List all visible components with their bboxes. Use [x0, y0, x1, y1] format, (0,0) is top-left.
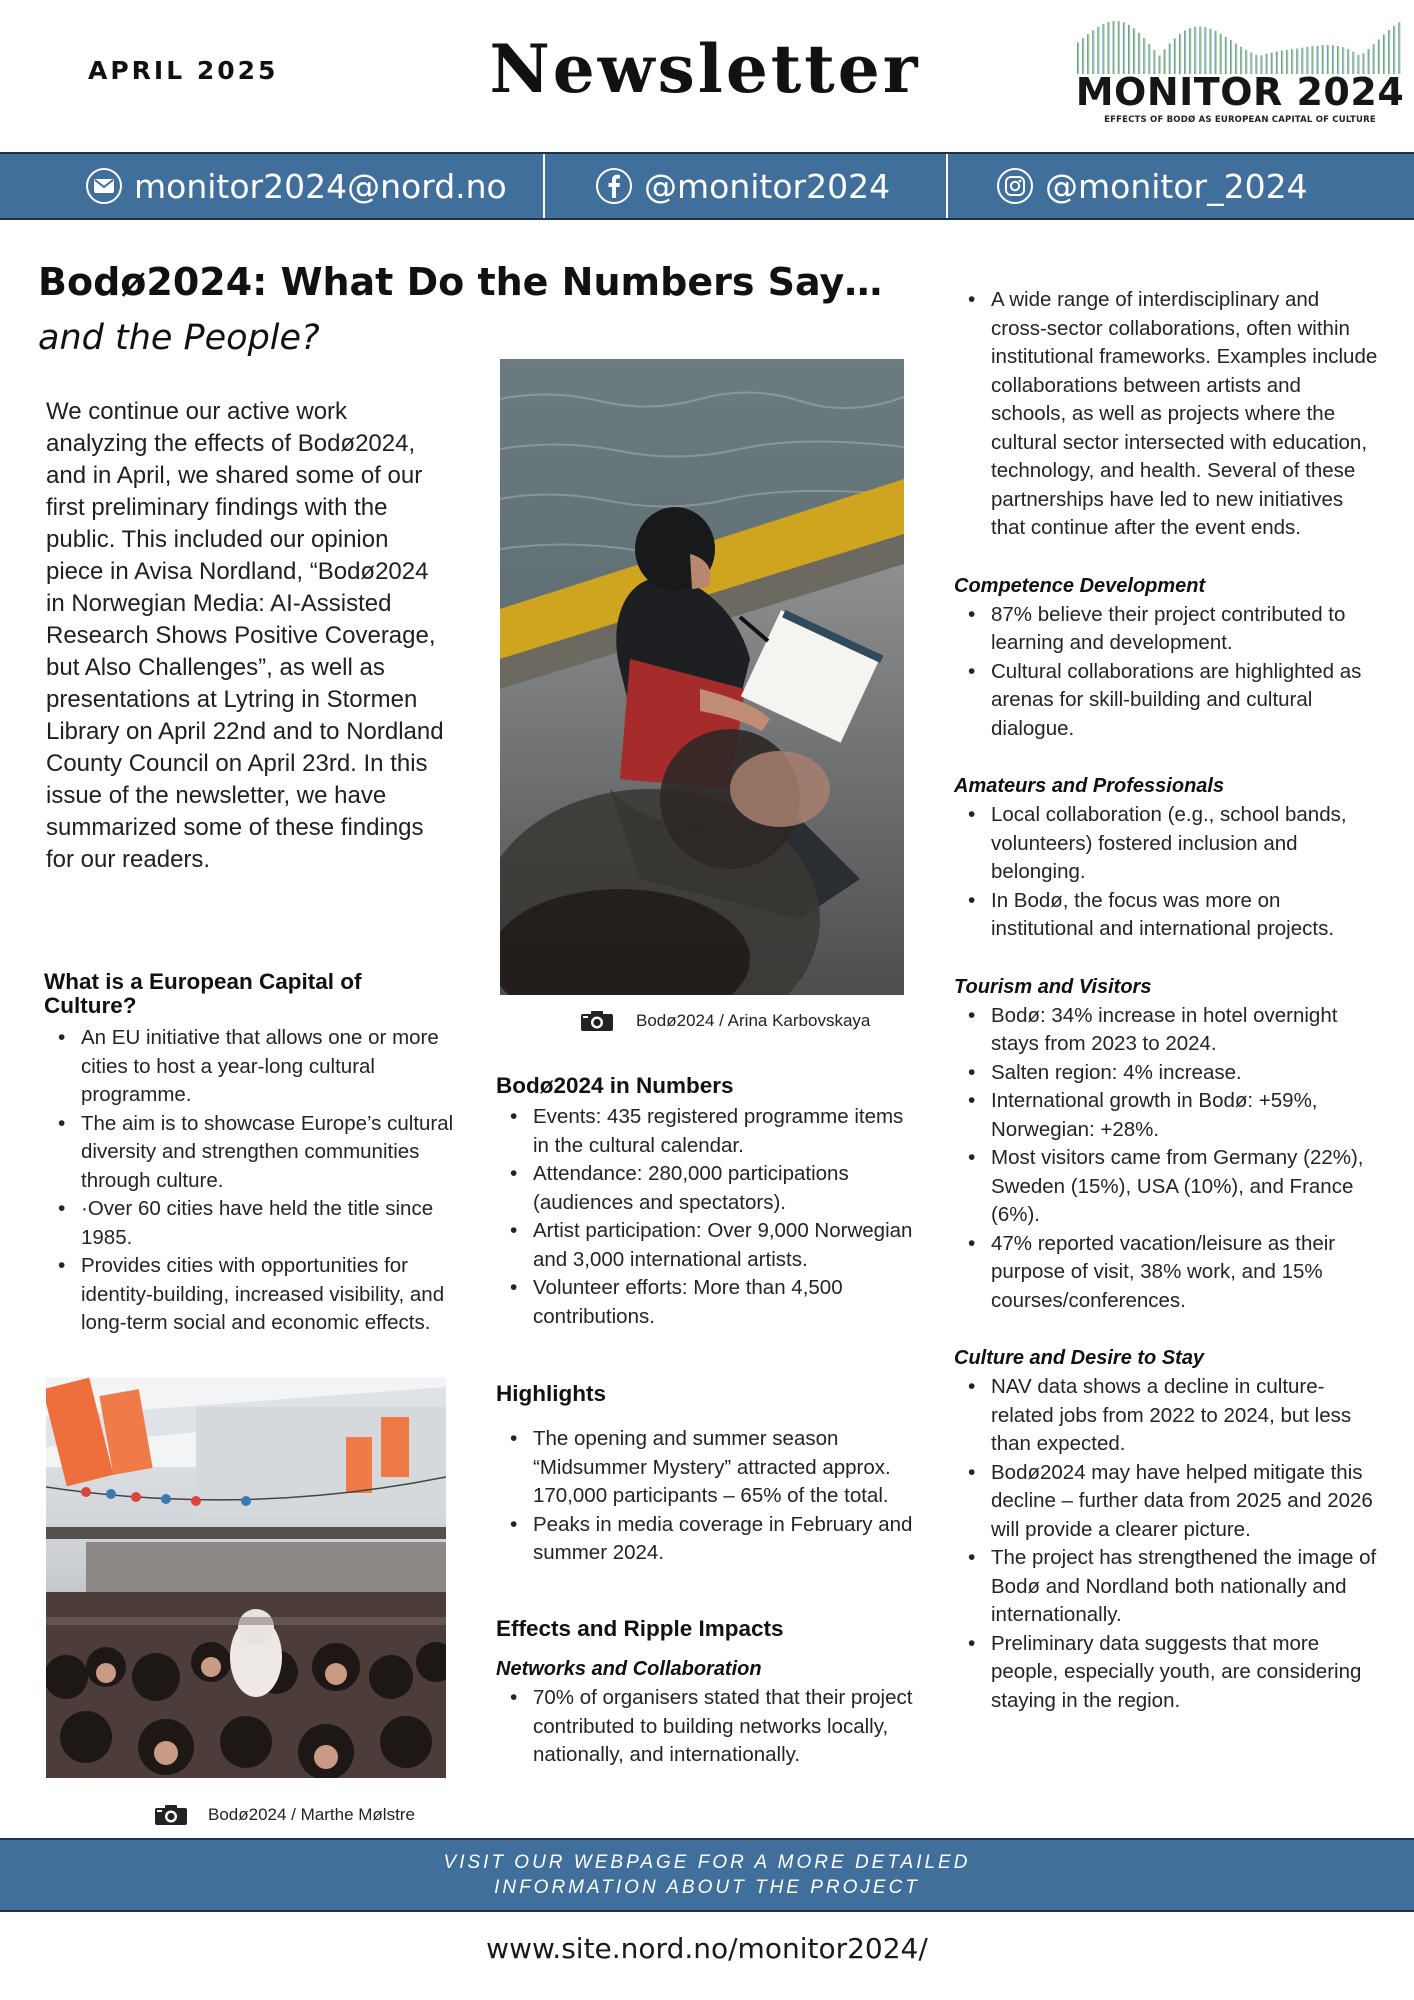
list-item: • Local collaboration (e.g., school bands, volunteers) fostered inclusion and belonging.: [954, 801, 1379, 887]
contact-facebook[interactable]: [596, 154, 890, 218]
competence-list: [954, 601, 1379, 744]
logo-bar: [1133, 28, 1135, 74]
list-item: • 47% reported vacation/leisure as their purpose of visit, 38% work, and 15% courses/conferences.: [954, 1230, 1379, 1316]
culture-list: [954, 1373, 1379, 1715]
logo-bar: [1215, 31, 1217, 74]
numbers-section: [496, 1073, 918, 1331]
list-item: • Most visitors came from Germany (22%), Sweden (15%), USA (10%), and France (6%).: [954, 1144, 1379, 1230]
col3-sections: [954, 286, 1379, 1715]
logo-bar: [1220, 34, 1222, 74]
highlights-list: [496, 1425, 918, 1568]
networks-heading: Networks and Collaboration: [496, 1658, 762, 1680]
logo-bar: [1143, 38, 1145, 74]
ecoc-list: [44, 1024, 459, 1338]
camera-icon: [580, 1010, 614, 1032]
list-item: • The aim is to showcase Europe’s cultural diversity and strengthen communities through culture.: [44, 1110, 459, 1196]
logo-wordmark: MONITOR 2024: [1075, 70, 1405, 114]
list-item: • Cultural collaborations are highlighted as arenas for skill-building and cultural dialogue.: [954, 658, 1379, 744]
list-item: • Provides cities with opportunities for identity-building, increased visibility, and long-term social and economic effects.: [44, 1252, 459, 1338]
logo-bar: [1138, 33, 1140, 74]
newsletter-title: Newsletter: [489, 30, 921, 108]
crowd-photo: [46, 1377, 446, 1778]
logo-bar: [1225, 37, 1227, 74]
article-subtitle: and the People?: [38, 318, 320, 358]
logo-bar: [1108, 22, 1110, 74]
list-item: • NAV data shows a decline in culture-related jobs from 2022 to 2024, but less than expected.: [954, 1373, 1379, 1459]
effects-heading: Effects and Ripple Impacts: [496, 1616, 784, 1641]
intro-paragraph: We continue our active work analyzing the effects of Bodø2024, and in April, we shared some of our first preliminary findings with the public. This included our opinion piece in Avisa Nordland, “Bodø2024 in Norwegian Media: AI-Assisted Research Shows Positive Coverage, but Also Challenges”, as well as presentations at Lytring in Stormen Library on April 22nd and to Nordland County Council on April 23rd. In this issue of the newsletter, we have summarized some of these findings for our readers.: [46, 398, 444, 873]
logo-bar: [1199, 27, 1201, 75]
logo-bar: [1174, 38, 1176, 74]
logo-bar: [1113, 21, 1115, 74]
list-item: • 70% of organisers stated that their project contributed to building networks locally, nationally, and internationally.: [496, 1684, 918, 1770]
sketching-photo-caption-text: Bodø2024 / Arina Karbovskaya: [636, 1011, 871, 1030]
contact-email[interactable]: [86, 154, 507, 218]
contact-divider: [946, 154, 948, 218]
list-item: • Bodø2024 may have helped mitigate this decline – further data from 2025 and 2026 will provide a clearer picture.: [954, 1459, 1379, 1545]
list-item: • ·Over 60 cities have held the title since 1985.: [44, 1195, 459, 1252]
list-item: • An EU initiative that allows one or more cities to host a year-long cultural programme.: [44, 1024, 459, 1110]
list-item: • The opening and summer season “Midsummer Mystery” attracted approx. 170,000 participants – 65% of the total.: [496, 1425, 918, 1511]
list-item: • Volunteer efforts: More than 4,500 contributions.: [496, 1274, 918, 1331]
highlights-section: [496, 1381, 918, 1568]
contact-divider: [543, 154, 545, 218]
networks-list: [496, 1684, 918, 1770]
collaboration-list: [954, 286, 1379, 543]
logo-bar: [1103, 24, 1105, 74]
list-item: • Bodø: 34% increase in hotel overnight stays from 2023 to 2024.: [954, 1002, 1379, 1059]
effects-section: [496, 1616, 918, 1770]
tourism-list: [954, 1002, 1379, 1316]
logo-bar: [1128, 25, 1130, 74]
footer-banner[interactable]: [0, 1838, 1414, 1912]
numbers-list: [496, 1103, 918, 1331]
culture-heading: Culture and Desire to Stay: [954, 1347, 1205, 1369]
competence-heading: Competence Development: [954, 574, 1206, 597]
list-item: • Artist participation: Over 9,000 Norwegian and 3,000 international artists.: [496, 1217, 918, 1274]
mail-icon: [86, 168, 122, 204]
list-item: • Preliminary data suggests that more people, especially youth, are considering staying in the region.: [954, 1630, 1379, 1716]
logo-bar: [1393, 26, 1395, 74]
contact-bar: [0, 152, 1414, 220]
logo-tagline: EFFECTS OF BODØ AS EUROPEAN CAPITAL OF CULTURE: [1104, 115, 1376, 125]
list-item: • International growth in Bodø: +59%, Norwegian: +28%.: [954, 1087, 1379, 1144]
logo-bar: [1082, 38, 1084, 74]
sketching-photo: [500, 359, 904, 995]
logo-bar: [1388, 30, 1390, 74]
logo-bar: [1179, 34, 1181, 74]
footer-line-1: VISIT OUR WEBPAGE FOR A MORE DETAILED: [443, 1852, 971, 1873]
instagram-icon: [997, 168, 1033, 204]
logo-bar: [1087, 34, 1089, 74]
amateurs-heading: Amateurs and Professionals: [954, 775, 1225, 797]
footer-website-link[interactable]: www.site.nord.no/monitor2024/: [486, 1932, 928, 1965]
logo-bar: [1092, 30, 1094, 74]
camera-icon: [154, 1804, 188, 1826]
list-item: • Events: 435 registered programme items in the cultural calendar.: [496, 1103, 918, 1160]
crowd-photo-caption-text: Bodø2024 / Marthe Mølstre: [208, 1805, 415, 1824]
footer-line-2: INFORMATION ABOUT THE PROJECT: [494, 1877, 920, 1898]
list-item: • Attendance: 280,000 participations (audiences and spectators).: [496, 1160, 918, 1217]
contact-email-text: monitor2024@nord.no: [134, 166, 507, 206]
newsletter-date: APRIL 2025: [88, 56, 279, 85]
ecoc-heading: What is a European Capital of Culture?: [44, 969, 362, 1018]
list-item: • A wide range of interdisciplinary and cross-sector collaborations, often within institutional frameworks. Examples include collaborations between artists and schools, as well as projects where the cultural sector intersected with education, technology, and health. Several of these partnerships have led to new initiatives that continue after the event ends.: [954, 286, 1379, 543]
logo-bar: [1123, 22, 1125, 74]
article-title: Bodø2024: What Do the Numbers Say…: [38, 260, 883, 304]
logo-bar: [1398, 22, 1400, 74]
contact-instagram[interactable]: [997, 154, 1308, 218]
logo-bar: [1205, 27, 1207, 74]
list-item: • 87% believe their project contributed to learning and development.: [954, 601, 1379, 658]
logo-bar: [1097, 27, 1099, 74]
logo-bar: [1184, 31, 1186, 75]
list-item: • Peaks in media coverage in February and summer 2024.: [496, 1511, 918, 1568]
tourism-heading: Tourism and Visitors: [954, 975, 1152, 998]
contact-instagram-text: @monitor_2024: [1045, 166, 1308, 206]
logo-bar: [1383, 35, 1385, 74]
logo-bar: [1210, 29, 1212, 74]
facebook-icon: [596, 168, 632, 204]
crowd-photo-caption: [154, 1804, 415, 1826]
logo-bar: [1378, 40, 1380, 75]
amateurs-list: [954, 801, 1379, 944]
logo-bar: [1189, 28, 1191, 74]
list-item: • The project has strengthened the image of Bodø and Nordland both nationally and internationally.: [954, 1544, 1379, 1630]
highlights-heading: Highlights: [496, 1381, 606, 1406]
logo-soundwave-graphic: [1077, 12, 1403, 74]
logo-bar: [1230, 40, 1232, 74]
logo-bar: [1118, 21, 1120, 74]
list-item: • In Bodø, the focus was more on institutional and international projects.: [954, 887, 1379, 944]
numbers-heading: Bodø2024 in Numbers: [496, 1073, 734, 1098]
list-item: • Salten region: 4% increase.: [954, 1059, 1379, 1088]
sketching-photo-caption: [580, 1010, 870, 1032]
monitor-2024-logo: [1075, 12, 1405, 132]
logo-bar: [1194, 27, 1196, 74]
ecoc-section: [44, 970, 459, 1338]
contact-facebook-text: @monitor2024: [644, 166, 891, 206]
